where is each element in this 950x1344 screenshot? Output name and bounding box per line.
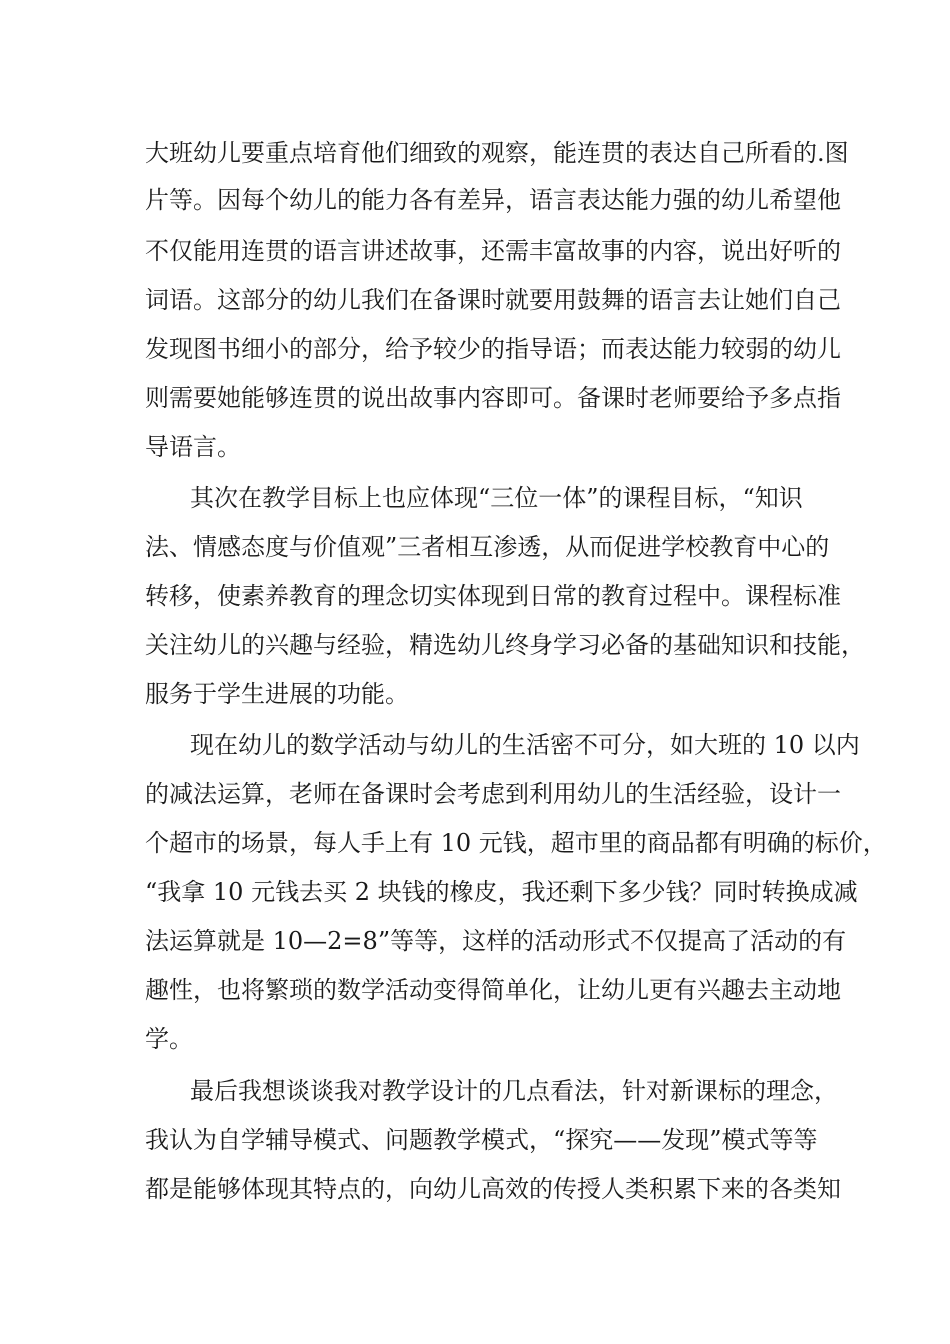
text-line: 关注幼儿的兴趣与经验，精选幼儿终身学习必备的基础知识和技能， bbox=[145, 631, 865, 659]
text-line: 学。 bbox=[145, 1025, 193, 1053]
text-line: 其次在教学目标上也应体现“三位一体”的课程目标，“知识 bbox=[190, 484, 803, 512]
text-line: 导语言。 bbox=[145, 433, 241, 461]
text-line: 法、情感态度与价值观”三者相互渗透，从而促进学校教育中心的 bbox=[145, 533, 830, 561]
text-line: 大班幼儿要重点培育他们细致的观察，能连贯的表达自己所看的.图 bbox=[145, 139, 849, 167]
text-line: 趣性，也将繁琐的数学活动变得简单化，让幼儿更有兴趣去主动地 bbox=[145, 976, 841, 1004]
text-line: 法运算就是 10—2=8”等等，这样的活动形式不仅提高了活动的有 bbox=[145, 927, 847, 955]
text-line: 不仅能用连贯的语言讲述故事，还需丰富故事的内容，说出好听的 bbox=[145, 237, 841, 265]
text-line: 则需要她能够连贯的说出故事内容即可。备课时老师要给予多点指 bbox=[145, 384, 841, 412]
text-line: 现在幼儿的数学活动与幼儿的生活密不可分，如大班的 10 以内 bbox=[190, 731, 860, 759]
text-line: 转移，使素养教育的理念切实体现到日常的教育过程中。课程标准 bbox=[145, 582, 841, 610]
text-line: 最后我想谈谈我对教学设计的几点看法，针对新课标的理念， bbox=[190, 1077, 838, 1105]
text-line: 词语。这部分的幼儿我们在备课时就要用鼓舞的语言去让她们自己 bbox=[145, 286, 841, 314]
text-line: 个超市的场景，每人手上有 10 元钱，超市里的商品都有明确的标价， bbox=[145, 829, 887, 857]
text-line: “我拿 10 元钱去买 2 块钱的橡皮，我还剩下多少钱？同时转换成减 bbox=[145, 878, 858, 906]
text-line: 的减法运算，老师在备课时会考虑到利用幼儿的生活经验，设计一 bbox=[145, 780, 841, 808]
text-line: 都是能够体现其特点的，向幼儿高效的传授人类积累下来的各类知 bbox=[145, 1175, 841, 1203]
text-line: 服务于学生进展的功能。 bbox=[145, 680, 409, 708]
text-line: 片等。因每个幼儿的能力各有差异，语言表达能力强的幼儿希望他 bbox=[145, 186, 841, 214]
text-line: 发现图书细小的部分，给予较少的指导语；而表达能力较弱的幼儿 bbox=[145, 335, 841, 363]
text-line: 我认为自学辅导模式、问题教学模式，“探究——发现”模式等等 bbox=[145, 1126, 818, 1154]
